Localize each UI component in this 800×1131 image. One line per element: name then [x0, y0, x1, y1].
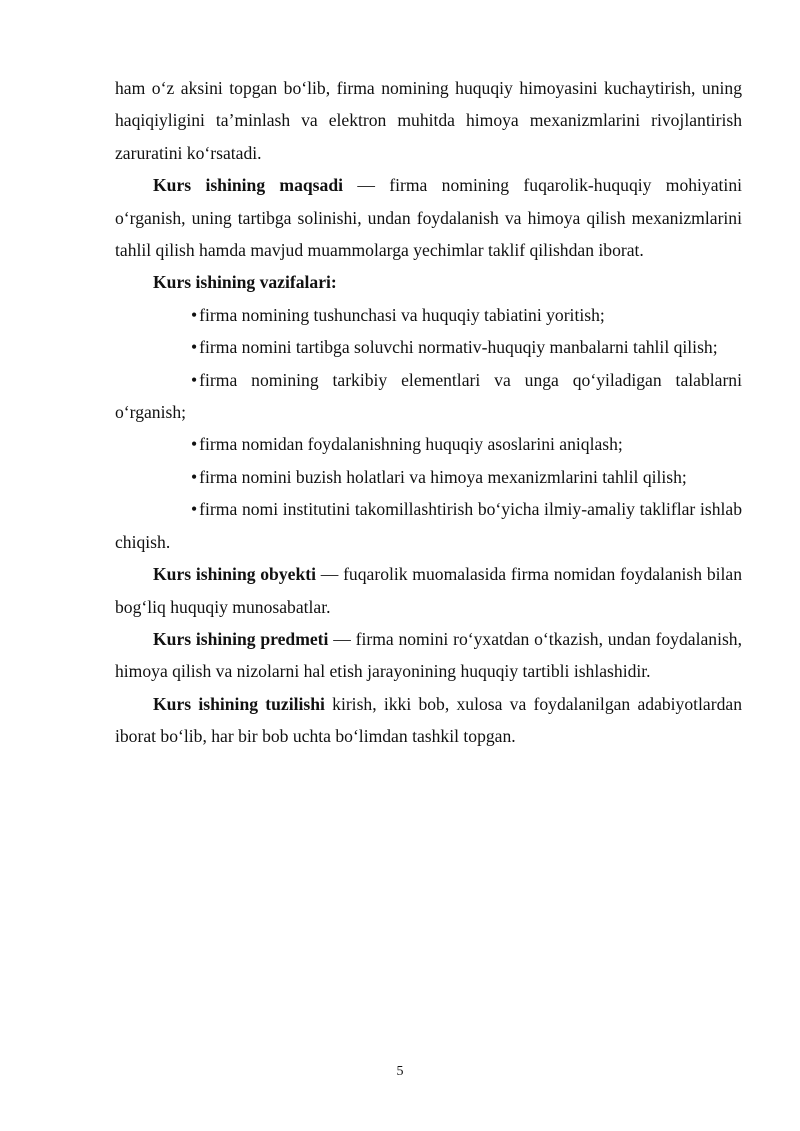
- subject-heading: Kurs ishining predmeti: [153, 628, 329, 649]
- bullet-icon: •: [191, 466, 198, 487]
- list-item-text: firma nomidan foydalanishning huquqiy asoslarini aniqlash;: [199, 434, 623, 455]
- paragraph-subject: [115, 623, 742, 688]
- bullet-icon: •: [191, 304, 198, 325]
- list-item: [115, 364, 742, 429]
- list-item: [115, 331, 742, 363]
- list-item: [115, 428, 742, 460]
- goal-text: — firma nomining fuqarolik-huquqiy mohiyatini o‘rganish, uning tartibga solinishi, undan foydalanish va himoya qilish mexanizmlarini tahlil qilish hamda mavjud muammolarga yechimlar taklif qilishdan iborat.: [115, 175, 743, 261]
- paragraph-structure: [115, 688, 742, 753]
- bullet-icon: •: [191, 499, 198, 520]
- bullet-icon: •: [191, 434, 198, 455]
- list-item: [115, 299, 742, 331]
- subject-text: — firma nomini ro‘yxatdan o‘tkazish, undan foydalanish, himoya qilish va nizolarni hal etish jarayonining huquqiy tartibli ishlashidir.: [115, 628, 742, 682]
- structure-text: kirish, ikki bob, xulosa va foydalanilgan adabiyotlardan iborat bo‘lib, har bir bob uchta bo‘limdan tashkil topgan.: [115, 693, 742, 747]
- paragraph-object: [115, 558, 742, 623]
- paragraph-intro-continuation: [115, 72, 742, 169]
- goal-heading: Kurs ishining maqsadi: [153, 175, 343, 196]
- list-item-text: firma nomi institutini takomillashtirish bo‘yicha ilmiy-amaliy takliflar ishlab chiqish.: [115, 499, 742, 552]
- list-item-text: firma nomini tartibga soluvchi normativ-huquqiy manbalarni tahlil qilish;: [199, 337, 718, 358]
- list-item-text: firma nomining tarkibiy elementlari va unga qo‘yiladigan talablarni o‘rganish;: [115, 369, 742, 423]
- page-number: 5: [396, 1064, 404, 1079]
- paragraph-tasks-heading: [115, 266, 742, 298]
- object-heading: Kurs ishining obyekti: [153, 564, 316, 585]
- paragraph-text: ham o‘z aksini topgan bo‘lib, firma nomining huquqiy himoyasini kuchaytirish, uning haqiqiyligini ta’minlash va elektron muhitda himoya mexanizmlarini rivojlantirish zaruratini ko‘rsatadi.: [115, 78, 742, 163]
- list-item-text: firma nomini buzish holatlari va himoya mexanizmlarini tahlil qilish;: [199, 466, 687, 487]
- list-item-text: firma nomining tushunchasi va huquqiy tabiatini yoritish;: [199, 304, 605, 325]
- tasks-heading: Kurs ishining vazifalari:: [153, 272, 337, 293]
- bullet-icon: •: [191, 369, 198, 390]
- object-text: — fuqarolik muomalasida firma nomidan foydalanish bilan bog‘liq huquqiy munosabatlar.: [115, 564, 742, 617]
- bullet-icon: •: [191, 337, 198, 358]
- list-item: [115, 493, 742, 558]
- page-content: [115, 72, 742, 753]
- list-item: [115, 461, 742, 493]
- structure-heading: Kurs ishining tuzilishi: [153, 693, 325, 714]
- paragraph-goal: [115, 169, 742, 266]
